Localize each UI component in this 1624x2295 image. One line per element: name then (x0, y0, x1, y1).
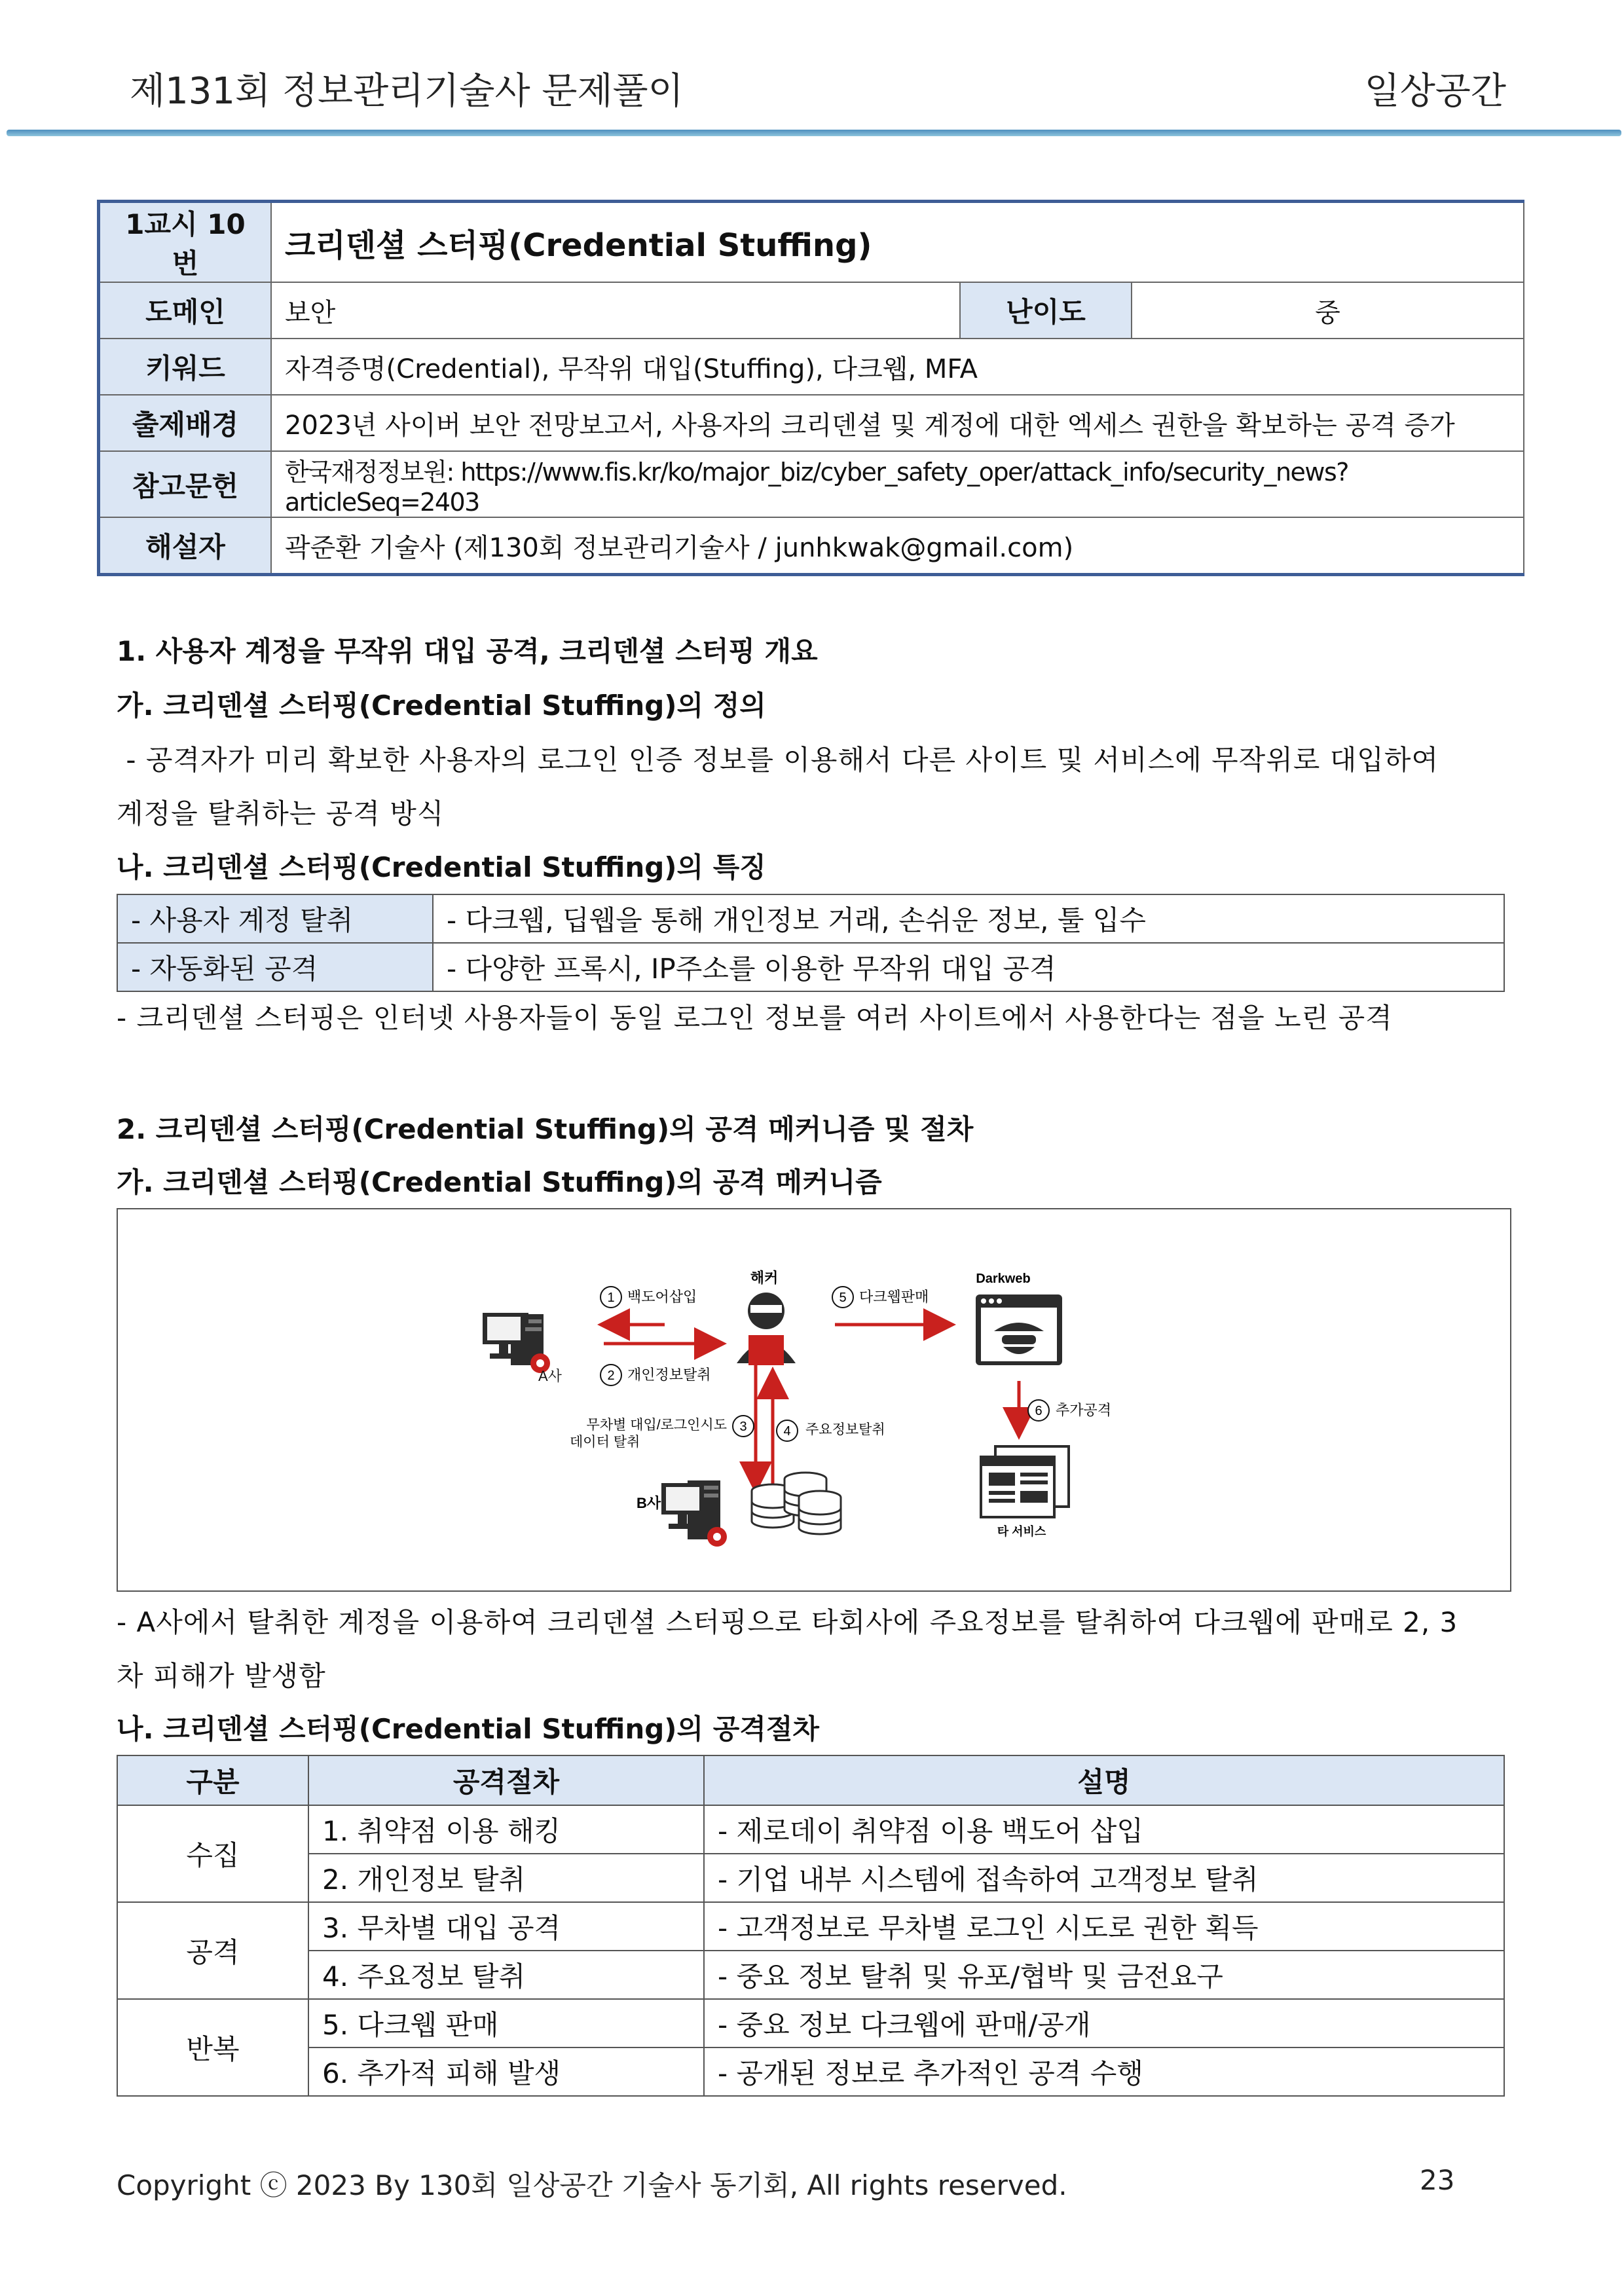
step-cell: 1. 취약점 이용 해킹 (308, 1805, 704, 1854)
desc-cell: - 제로데이 취약점 이용 백도어 삽입 (704, 1805, 1504, 1854)
background-value: 2023년 사이버 보안 전망보고서, 사용자의 크리덴셜 및 계정에 대한 엑세스 권한을 확보하는 공격 증가 (271, 395, 1524, 451)
step-2-number: 2 (607, 1368, 615, 1383)
document-title: 제131회 정보관리기술사 문제풀이 (130, 70, 684, 113)
hacker-icon (737, 1293, 796, 1365)
table-row (117, 1999, 1504, 2047)
hacker-label: 해커 (750, 1270, 779, 1286)
step-1-label: 백도어삽입 (627, 1289, 697, 1305)
col-header-step: 공격절차 (308, 1755, 704, 1805)
step-cell: 6. 추가적 피해 발생 (308, 2047, 704, 2096)
step-cell: 5. 다크웹 판매 (308, 1999, 704, 2047)
figure-note-line-1: - A사에서 탈취한 계정을 이용하여 크리덴셜 스터핑으로 타회사에 주요정보를 탈취하여 다크웹에 판매로 2, 3 (117, 1606, 1458, 1638)
section-1a-heading: 가. 크리덴셜 스터핑(Credential Stuffing)의 정의 (117, 689, 766, 722)
step-4-label: 주요정보탈취 (805, 1422, 885, 1437)
step-cell: 3. 무차별 대입 공격 (308, 1902, 704, 1951)
difficulty-label: 난이도 (960, 282, 1132, 339)
section-2b-heading: 나. 크리덴셜 스터핑(Credential Stuffing)의 공격절차 (117, 1713, 819, 1745)
desc-cell: - 중요 정보 다크웹에 판매/공개 (704, 1999, 1504, 2047)
publisher-name: 일상공간 (1364, 70, 1506, 113)
step-6-label: 추가공격 (1056, 1402, 1112, 1418)
group-cell: 공격 (117, 1902, 308, 1999)
col-header-group: 구분 (117, 1755, 308, 1805)
table-row (117, 894, 1504, 943)
keyword-value: 자격증명(Credential), 무작위 대입(Stuffing), 다크웹, MFA (271, 339, 1524, 395)
table-row (117, 2047, 1504, 2096)
step-3-label-line-2: 데이터 탈취 (570, 1435, 640, 1450)
question-title: 크리덴셜 스터핑(Credential Stuffing) (271, 202, 1524, 283)
attack-mechanism-figure (117, 1208, 1511, 1592)
step-5-number: 5 (839, 1291, 847, 1305)
background-label: 출제배경 (99, 395, 272, 451)
desc-cell: - 중요 정보 탈취 및 유포/협박 및 금전요구 (704, 1951, 1504, 1999)
author-value: 곽준환 기술사 (제130회 정보관리기술사 / junhkwak@gmail.com) (271, 517, 1524, 575)
domain-value: 보안 (271, 282, 960, 339)
table-row (117, 1805, 1504, 1854)
feature-note: - 크리덴셜 스터핑은 인터넷 사용자들이 동일 로그인 정보를 여러 사이트에서 사용한다는 점을 노린 공격 (117, 1002, 1393, 1034)
step-2-label: 개인정보탈취 (627, 1367, 711, 1383)
section-2-heading: 2. 크리덴셜 스터핑(Credential Stuffing)의 공격 메커니즘 및 절차 (117, 1113, 974, 1145)
section-1b-heading: 나. 크리덴셜 스터핑(Credential Stuffing)의 특징 (117, 851, 766, 883)
feature-name: - 사용자 계정 탈취 (117, 894, 433, 943)
group-cell: 반복 (117, 1999, 308, 2096)
table-row (117, 1854, 1504, 1902)
reference-value: 한국재정정보원: https://www.fis.kr/ko/major_biz/cyber_safety_oper/attack_info/security_news?articleSeq=2403 (271, 451, 1524, 517)
section-2a-heading: 가. 크리덴셜 스터핑(Credential Stuffing)의 공격 메커니즘 (117, 1166, 882, 1198)
author-label: 해설자 (99, 517, 272, 575)
company-a-computer-icon (483, 1313, 550, 1373)
page-number: 23 (1420, 2164, 1455, 2196)
figure-note-line-2: 차 피해가 발생함 (117, 1660, 326, 1692)
group-cell: 수집 (117, 1805, 308, 1902)
step-6-number: 6 (1035, 1404, 1043, 1418)
step-cell: 4. 주요정보 탈취 (308, 1951, 704, 1999)
company-b-label: B사 (637, 1495, 661, 1511)
darkweb-icon (976, 1294, 1062, 1365)
step-cell: 2. 개인정보 탈취 (308, 1854, 704, 1902)
company-a-label: A사 (538, 1368, 562, 1384)
definition-line-2: 계정을 탈취하는 공격 방식 (117, 798, 445, 830)
darkweb-label: Darkweb (976, 1272, 1031, 1286)
feature-desc: - 다크웹, 딥웹을 통해 개인정보 거래, 손쉬운 정보, 툴 입수 (433, 894, 1504, 943)
step-5-label: 다크웹판매 (859, 1289, 929, 1305)
database-icon (752, 1473, 841, 1534)
step-1-number: 1 (607, 1291, 615, 1305)
section-1-heading: 1. 사용자 계정을 무작위 대입 공격, 크리덴셜 스터핑 개요 (117, 635, 818, 667)
feature-desc: - 다양한 프록시, IP주소를 이용한 무작위 대입 공격 (433, 943, 1504, 991)
question-number: 1교시 10번 (99, 202, 272, 283)
desc-cell: - 고객정보로 무차별 로그인 시도로 권한 획득 (704, 1902, 1504, 1951)
col-header-desc: 설명 (704, 1755, 1504, 1805)
domain-label: 도메인 (99, 282, 272, 339)
other-service-label: 타 서비스 (997, 1525, 1046, 1538)
desc-cell: - 기업 내부 시스템에 접속하여 고객정보 탈취 (704, 1854, 1504, 1902)
table-row (117, 1902, 1504, 1951)
company-b-computer-icon (661, 1480, 727, 1547)
table-row (117, 943, 1504, 991)
header-divider (7, 130, 1621, 136)
other-service-icon (981, 1446, 1069, 1517)
feature-name: - 자동화된 공격 (117, 943, 433, 991)
table-row (117, 1951, 1504, 1999)
step-4-number: 4 (783, 1424, 791, 1439)
definition-line-1: - 공격자가 미리 확보한 사용자의 로그인 인증 정보를 이용해서 다른 사이트 및 서비스에 무작위로 대입하여 (117, 744, 1439, 776)
difficulty-value: 중 (1132, 282, 1524, 339)
keyword-label: 키워드 (99, 339, 272, 395)
features-table (117, 894, 1505, 992)
step-3-number: 3 (739, 1420, 747, 1434)
copyright-footer: Copyright ⓒ 2023 By 130회 일상공간 기술사 동기회, All rights reserved. (117, 2169, 1067, 2201)
reference-label: 참고문헌 (99, 451, 272, 517)
step-3-label-line-1: 무차별 대입/로그인시도 (586, 1418, 727, 1433)
desc-cell: - 공개된 정보로 추가적인 공격 수행 (704, 2047, 1504, 2096)
question-info-table (97, 200, 1524, 576)
attack-procedure-table (117, 1755, 1505, 2097)
